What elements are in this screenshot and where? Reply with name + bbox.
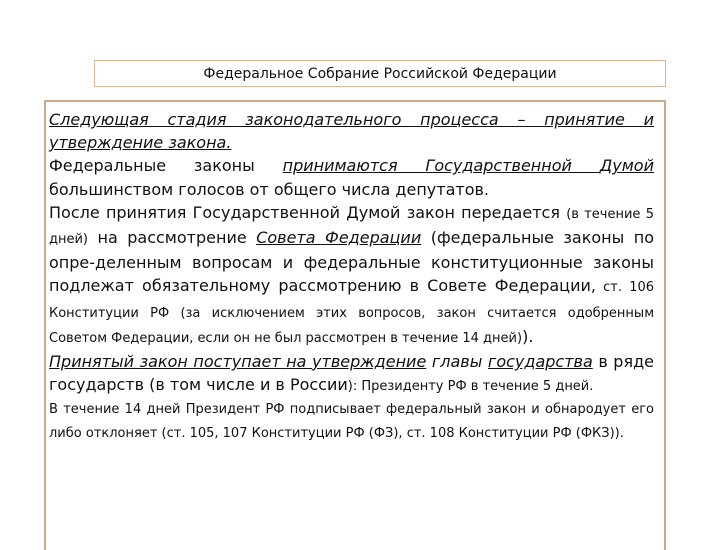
emphasis-law: закон bbox=[139, 352, 188, 372]
text-segment bbox=[316, 228, 326, 247]
text-segment: Федеральные законы bbox=[49, 156, 283, 176]
text-small: ): Президенту РФ в течение 5 дней. bbox=[347, 379, 594, 395]
text-small: (в течение 5 дней) bbox=[49, 206, 654, 248]
text-segment: главы bbox=[426, 352, 488, 372]
emphasis-council: Совета bbox=[256, 228, 316, 248]
content-box bbox=[44, 100, 666, 550]
slide-title bbox=[94, 60, 666, 87]
text-segment: в ряде государств (в том числе и в России bbox=[49, 352, 654, 395]
slide-title-text: Федеральное Собрание Российской Федерации bbox=[203, 65, 557, 82]
text-segment: После принятия Государственной Думой закон передается bbox=[49, 202, 567, 222]
paragraph-federation-council bbox=[49, 201, 654, 350]
text-segment: на рассмотрение bbox=[88, 228, 257, 248]
heading-text: Следующая стадия законодательного процесса – принятие и утверждение закона. bbox=[49, 110, 654, 153]
paragraph-heading bbox=[49, 108, 654, 154]
emphasis-state-head: государства bbox=[487, 352, 593, 372]
paragraph-president bbox=[49, 398, 654, 444]
emphasis-approval: утверждение bbox=[312, 352, 427, 372]
emphasis-federation: Федерации bbox=[325, 228, 422, 248]
text-small: ст. 106 Конституции РФ (за исключением этих вопросов, закон считается одобренным Советом Федерации, если он не был рассмотрен в течение 14 дней) bbox=[49, 280, 655, 346]
emphasis-adopted: принимаются bbox=[282, 156, 398, 176]
text-segment: В течение 14 дней Президент РФ подписывает федеральный закон и обнародует его либо отклоняет (ст. 105, 107 Конституции РФ (ФЗ), ст. 108 Конституции РФ (ФКЗ)). bbox=[49, 402, 654, 441]
emphasis-for: на bbox=[286, 352, 307, 372]
emphasis-goes: поступает bbox=[193, 352, 281, 372]
text-segment bbox=[572, 156, 600, 175]
text-segment: большинством голосов от общего числа депутатов. bbox=[49, 179, 490, 199]
emphasis-state: Государственной bbox=[425, 156, 572, 176]
text-segment bbox=[398, 156, 426, 175]
paragraph-head-of-state bbox=[49, 350, 654, 398]
text-segment: ). bbox=[522, 326, 534, 346]
text-segment: (федеральные законы по опре-деленным вопросам и федеральные конституционные законы подлежат обязательному рассмотрению в Совете Федерации, bbox=[49, 228, 655, 296]
paragraph-adoption bbox=[49, 154, 654, 200]
emphasis-duma: Думой bbox=[599, 156, 654, 176]
emphasis-adopted-law: Принятый bbox=[49, 352, 135, 372]
